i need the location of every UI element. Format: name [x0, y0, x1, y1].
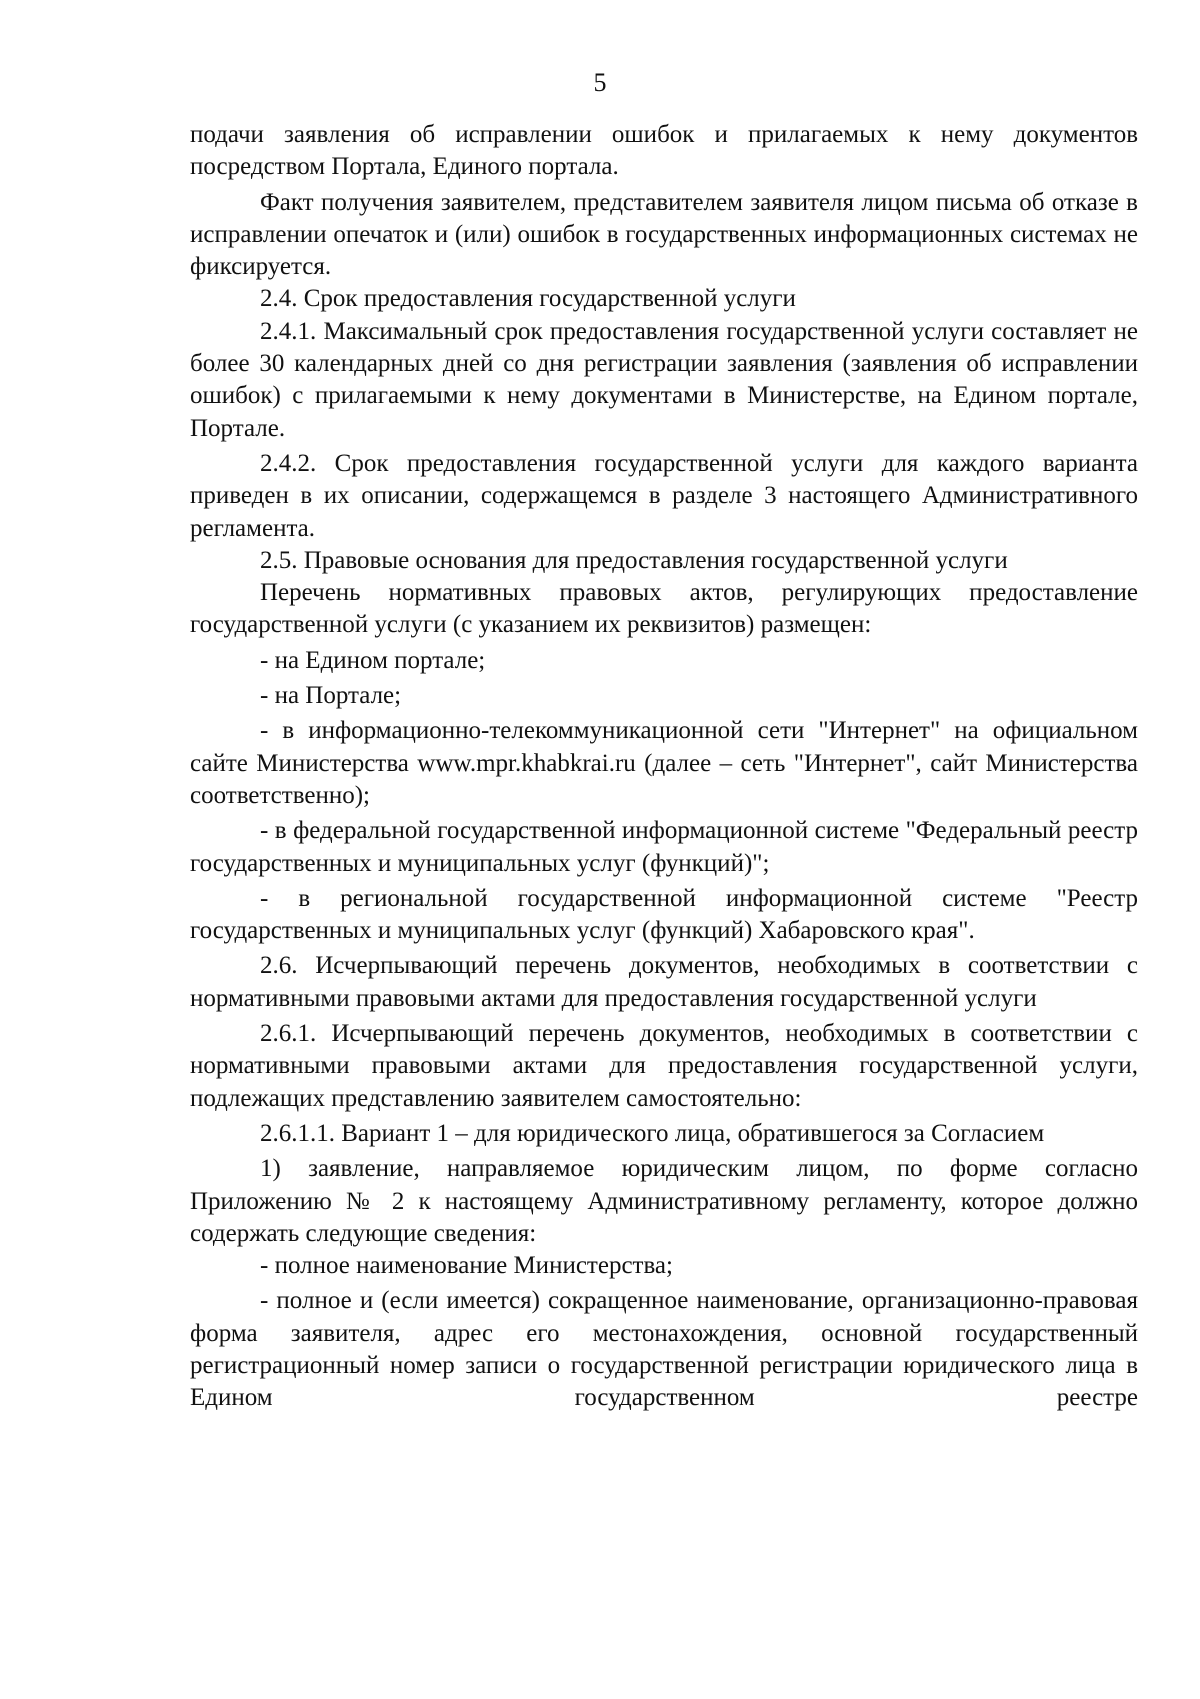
list-item-regional-register: - в региональной государственной информационной системе "Реестр государственных и муниципальных услуг (функций) Хабаровского края". — [190, 884, 1138, 945]
list-item-federal-register: - в федеральной государственной информационной системе "Федеральный реестр государственных и муниципальных услуг (функций)"; — [190, 817, 1138, 877]
section-heading-2-6: 2.6. Исчерпывающий перечень документов, необходимых в соответствии с нормативными правовыми актами для предоставления государственной услуги — [190, 952, 1138, 1012]
paragraph-refusal-fact: Факт получения заявителем, представителем заявителя лицом письма об отказе в исправлении опечаток и (или) ошибок в государственных информационных системах не фиксируется. — [190, 188, 1138, 281]
page-number: 5 — [593, 68, 607, 97]
document-body — [190, 119, 1138, 1415]
paragraph-2-4-2: 2.4.2. Срок предоставления государственной услуги для каждого варианта приведен в их описании, содержащемся в разделе 3 настоящего Административного регламента. — [190, 449, 1138, 542]
paragraph-2-6-1-1: 2.6.1.1. Вариант 1 – для юридического лица, обратившегося за Согласием — [260, 1119, 1045, 1147]
list-item-unified-portal: - на Едином портале; — [260, 646, 486, 674]
paragraph-application-form: 1) заявление, направляемое юридическим лицом, по форме согласно Приложению № 2 к настоящему Административному регламенту, которое должно содержать следующие сведения: — [190, 1155, 1138, 1247]
list-item-applicant-details: - полное и (если имеется) сокращенное наименование, организационно-правовая форма заявителя, адрес его местонахождения, основной государственный регистрационный номер записи о государственной регистрации юридического лица в Едином государственном реестре — [190, 1287, 1138, 1412]
section-heading-2-4: 2.4. Срок предоставления государственной услуги — [260, 285, 796, 313]
section-heading-2-5: 2.5. Правовые основания для предоставления государственной услуги — [260, 546, 1008, 574]
paragraph-legal-acts-list: Перечень нормативных правовых актов, регулирующих предоставление государственной услуги (с указанием их реквизитов) размещен: — [190, 579, 1138, 639]
list-item-portal: - на Портале; — [260, 682, 402, 710]
list-item-internet-site: - в информационно-телекоммуникационной сети "Интернет" на официальном сайте Министерства www.mpr.khabkrai.ru (далее – сеть "Интернет", сайт Министерства соответственно); — [190, 717, 1138, 809]
paragraph-2-4-1: 2.4.1. Максимальный срок предоставления государственной услуги составляет не более 30 календарных дней со дня регистрации заявления (заявления об исправлении ошибок) с прилагаемыми к нему документами в Министерстве, на Едином портале, Портале. — [190, 317, 1138, 442]
list-item-ministry-name: - полное наименование Министерства; — [260, 1252, 673, 1280]
paragraph-continuation: подачи заявления об исправлении ошибок и прилагаемых к нему документов посредством Портала, Единого портала. — [190, 121, 1138, 181]
paragraph-2-6-1: 2.6.1. Исчерпывающий перечень документов, необходимых в соответствии с нормативными правовыми актами для предоставления государственной услуги, подлежащих представлению заявителем самостоятельно: — [190, 1020, 1138, 1112]
